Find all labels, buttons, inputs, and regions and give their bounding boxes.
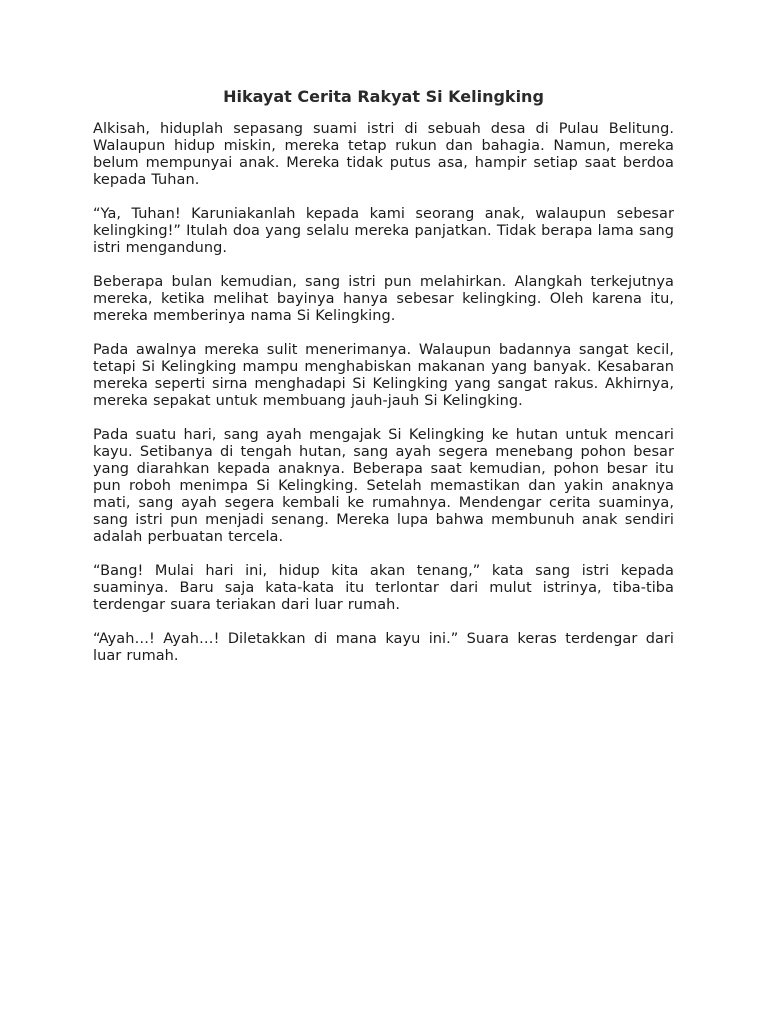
paragraph-7: “Ayah…! Ayah…! Diletakkan di mana kayu ini.” Suara keras terdengar dari luar rumah. — [93, 631, 674, 664]
document-page — [93, 86, 674, 682]
paragraph-4: Pada awalnya mereka sulit menerimanya. Walaupun badannya sangat kecil, tetapi Si Kelingking mampu menghabiskan makanan yang banyak. Kesabaran mereka seperti sirna menghadapi Si Kelingking yang sangat rakus. Akhirnya, mereka sepakat untuk membuang jauh-jauh Si Kelingking. — [93, 342, 674, 409]
paragraph-6: “Bang! Mulai hari ini, hidup kita akan tenang,” kata sang istri kepada suaminya. Baru saja kata-kata itu terlontar dari mulut istrinya, tiba-tiba terdengar suara teriakan dari luar rumah. — [93, 563, 674, 613]
paragraph-5: Pada suatu hari, sang ayah mengajak Si Kelingking ke hutan untuk mencari kayu. Setibanya di tengah hutan, sang ayah segera menebang pohon besar yang diarahkan kepada anaknya. Beberapa saat kemudian, pohon besar itu pun roboh menimpa Si Kelingking. Setelah memastikan dan yakin anaknya mati, sang ayah segera kembali ke rumahnya. Mendengar cerita suaminya, sang istri pun menjadi senang. Mereka lupa bahwa membunuh anak sendiri adalah perbuatan tercela. — [93, 427, 674, 545]
paragraph-1: Alkisah, hiduplah sepasang suami istri di sebuah desa di Pulau Belitung. Walaupun hidup miskin, mereka tetap rukun dan bahagia. Namun, mereka belum mempunyai anak. Mereka tidak putus asa, hampir setiap saat berdoa kepada Tuhan. — [93, 121, 674, 188]
paragraph-2: “Ya, Tuhan! Karuniakanlah kepada kami seorang anak, walaupun sebesar kelingking!” Itulah doa yang selalu mereka panjatkan. Tidak berapa lama sang istri mengandung. — [93, 206, 674, 256]
paragraph-3: Beberapa bulan kemudian, sang istri pun melahirkan. Alangkah terkejutnya mereka, ketika melihat bayinya hanya sebesar kelingking. Oleh karena itu, mereka memberinya nama Si Kelingking. — [93, 274, 674, 324]
document-title: Hikayat Cerita Rakyat Si Kelingking — [223, 87, 544, 106]
